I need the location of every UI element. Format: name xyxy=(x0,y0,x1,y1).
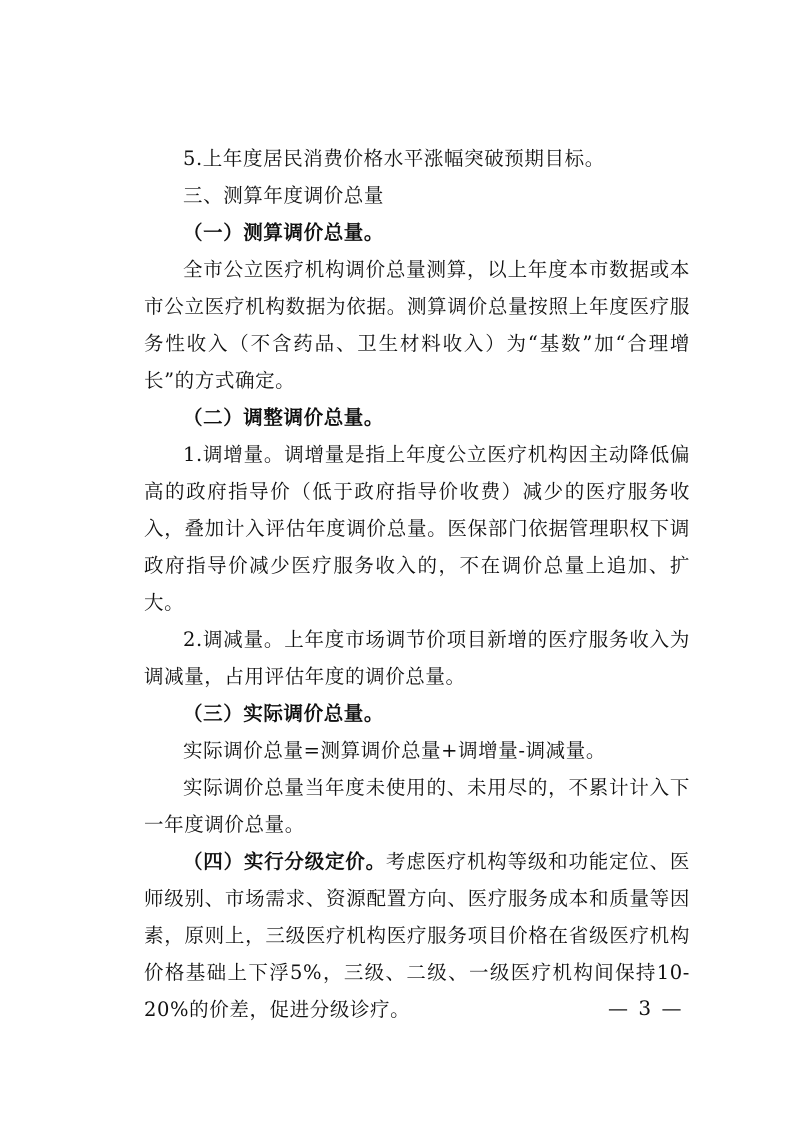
paragraph-increase: 1.调增量。调增量是指上年度公立医疗机构因主动降低偏高的政府指导价（低于政府指导价收费）减少的医疗服务收入，叠加计入评估年度调价总量。医保部门依据管理职权下调政府指导价减少医疗服务收入的，不在调价总量上追加、扩大。 xyxy=(144,443,690,614)
tiered-pricing-text: 考虑医疗机构等级和功能定位、医师级别、市场需求、资源配置方向、医疗服务成本和质量等因素，原则上，三级医疗机构医疗服务项目价格在省级医疗机构价格基础上下浮5%，三级、二级、一级医疗机构间保持10-20%的价差，促进分级诊疗。 xyxy=(144,850,690,1021)
paragraph-formula: 实际调价总量=测算调价总量+调增量-调减量。 xyxy=(183,739,606,762)
section-heading-3: 三、测算年度调价总量 xyxy=(183,184,385,207)
subheading-2: （二）调整调价总量。 xyxy=(183,406,385,429)
paragraph-decrease: 2.调减量。上年度市场调节价项目新增的医疗服务收入为调减量，占用评估年度的调价总量。 xyxy=(144,628,690,688)
paragraph-calc-basis: 全市公立医疗机构调价总量测算，以上年度本市数据或本市公立医疗机构数据为依据。测算调价总量按照上年度医疗服务性收入（不含药品、卫生材料收入）为“基数”加“合理增长”的方式确定。 xyxy=(144,258,690,392)
subheading-3: （三）实际调价总量。 xyxy=(183,702,385,725)
subheading-4: （四）实行分级定价。 xyxy=(183,850,386,873)
page-number: — 3 — xyxy=(608,996,684,1020)
paragraph-cpi-condition: 5.上年度居民消费价格水平涨幅突破预期目标。 xyxy=(183,147,605,170)
paragraph-no-carryover: 实际调价总量当年度未使用的、未用尽的，不累计计入下一年度调价总量。 xyxy=(144,776,690,836)
document-body xyxy=(144,140,690,1028)
subheading-1: （一）测算调价总量。 xyxy=(183,221,385,244)
